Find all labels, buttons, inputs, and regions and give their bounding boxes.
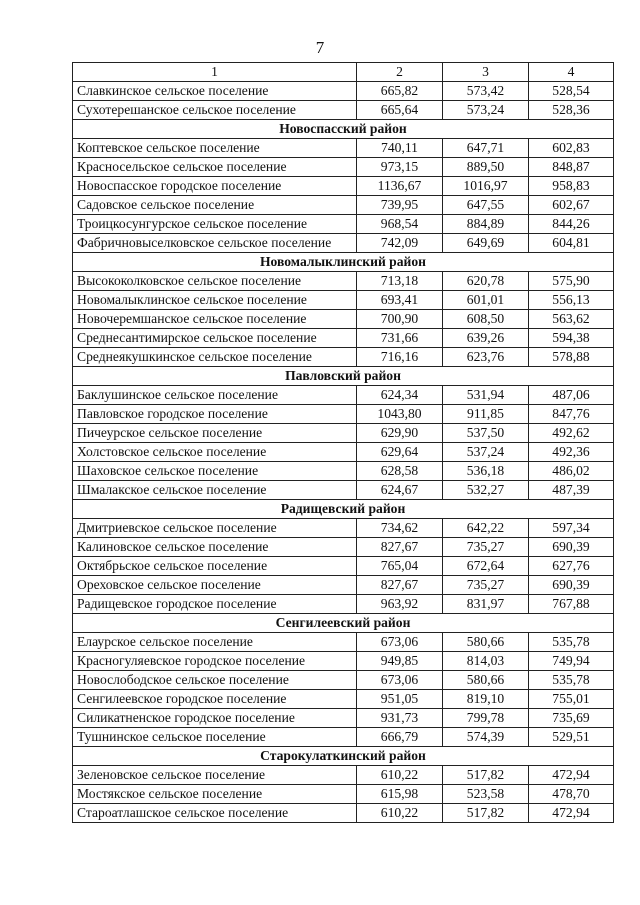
district-header-row <box>73 747 614 766</box>
value-cell: 734,62 <box>357 519 443 538</box>
value-cell: 639,26 <box>443 329 529 348</box>
table-row <box>73 101 614 120</box>
value-cell: 666,79 <box>357 728 443 747</box>
settlement-name: Ореховское сельское поселение <box>73 576 357 595</box>
value-cell: 629,90 <box>357 424 443 443</box>
value-cell: 968,54 <box>357 215 443 234</box>
value-cell: 580,66 <box>443 671 529 690</box>
settlement-name: Павловское городское поселение <box>73 405 357 424</box>
value-cell: 597,34 <box>529 519 614 538</box>
table-row <box>73 158 614 177</box>
value-cell: 492,62 <box>529 424 614 443</box>
value-cell: 610,22 <box>357 766 443 785</box>
table-row <box>73 690 614 709</box>
value-cell: 755,01 <box>529 690 614 709</box>
value-cell: 608,50 <box>443 310 529 329</box>
table-row <box>73 310 614 329</box>
settlement-name: Дмитриевское сельское поселение <box>73 519 357 538</box>
table-row <box>73 462 614 481</box>
table-header-row <box>73 63 614 82</box>
value-cell: 478,70 <box>529 785 614 804</box>
value-cell: 739,95 <box>357 196 443 215</box>
value-cell: 629,64 <box>357 443 443 462</box>
table-row <box>73 538 614 557</box>
value-cell: 767,88 <box>529 595 614 614</box>
value-cell: 578,88 <box>529 348 614 367</box>
value-cell: 848,87 <box>529 158 614 177</box>
value-cell: 604,81 <box>529 234 614 253</box>
value-cell: 665,82 <box>357 82 443 101</box>
settlement-name: Шмалакское сельское поселение <box>73 481 357 500</box>
table-row <box>73 291 614 310</box>
settlement-name: Среднесантимирское сельское поселение <box>73 329 357 348</box>
table-row <box>73 196 614 215</box>
value-cell: 847,76 <box>529 405 614 424</box>
value-cell: 742,09 <box>357 234 443 253</box>
table-row <box>73 329 614 348</box>
value-cell: 827,67 <box>357 576 443 595</box>
settlement-name: Радищевское городское поселение <box>73 595 357 614</box>
settlement-name: Староатлашское сельское поселение <box>73 804 357 823</box>
table-row <box>73 709 614 728</box>
settlement-name: Высококолковское сельское поселение <box>73 272 357 291</box>
settlement-name: Новомалыклинское сельское поселение <box>73 291 357 310</box>
settlement-name: Силикатненское городское поселение <box>73 709 357 728</box>
value-cell: 693,41 <box>357 291 443 310</box>
value-cell: 472,94 <box>529 804 614 823</box>
table-row <box>73 652 614 671</box>
value-cell: 647,71 <box>443 139 529 158</box>
settlement-name: Среднеякушкинское сельское поселение <box>73 348 357 367</box>
value-cell: 601,01 <box>443 291 529 310</box>
settlement-name: Новочеремшанское сельское поселение <box>73 310 357 329</box>
value-cell: 642,22 <box>443 519 529 538</box>
value-cell: 487,39 <box>529 481 614 500</box>
district-name: Новомалыклинский район <box>73 253 614 272</box>
district-name: Павловский район <box>73 367 614 386</box>
table-row <box>73 82 614 101</box>
settlement-name: Зеленовское сельское поселение <box>73 766 357 785</box>
value-cell: 529,51 <box>529 728 614 747</box>
value-cell: 700,90 <box>357 310 443 329</box>
value-cell: 735,27 <box>443 538 529 557</box>
value-cell: 517,82 <box>443 766 529 785</box>
district-header-row <box>73 367 614 386</box>
settlement-name: Сухотерешанское сельское поселение <box>73 101 357 120</box>
value-cell: 690,39 <box>529 576 614 595</box>
value-cell: 615,98 <box>357 785 443 804</box>
table-row <box>73 272 614 291</box>
table-row <box>73 348 614 367</box>
value-cell: 537,50 <box>443 424 529 443</box>
table-row <box>73 405 614 424</box>
district-header-row <box>73 614 614 633</box>
value-cell: 517,82 <box>443 804 529 823</box>
settlement-name: Мостякское сельское поселение <box>73 785 357 804</box>
value-cell: 602,67 <box>529 196 614 215</box>
settlement-name: Троицкосунгурское сельское поселение <box>73 215 357 234</box>
table-row <box>73 785 614 804</box>
value-cell: 535,78 <box>529 671 614 690</box>
value-cell: 573,42 <box>443 82 529 101</box>
settlement-name: Елаурское сельское поселение <box>73 633 357 652</box>
value-cell: 814,03 <box>443 652 529 671</box>
table-row <box>73 576 614 595</box>
value-cell: 749,94 <box>529 652 614 671</box>
value-cell: 556,13 <box>529 291 614 310</box>
settlement-name: Новослободское сельское поселение <box>73 671 357 690</box>
value-cell: 673,06 <box>357 671 443 690</box>
table-row <box>73 728 614 747</box>
value-cell: 610,22 <box>357 804 443 823</box>
value-cell: 951,05 <box>357 690 443 709</box>
column-header: 1 <box>73 63 357 82</box>
table-row <box>73 215 614 234</box>
settlement-name: Красносельское сельское поселение <box>73 158 357 177</box>
value-cell: 472,94 <box>529 766 614 785</box>
value-cell: 827,67 <box>357 538 443 557</box>
column-header: 3 <box>443 63 529 82</box>
value-cell: 528,36 <box>529 101 614 120</box>
settlement-name: Шаховское сельское поселение <box>73 462 357 481</box>
district-name: Радищевский район <box>73 500 614 519</box>
table-row <box>73 424 614 443</box>
table-row <box>73 519 614 538</box>
value-cell: 735,27 <box>443 576 529 595</box>
table-row <box>73 557 614 576</box>
district-header-row <box>73 120 614 139</box>
value-cell: 575,90 <box>529 272 614 291</box>
value-cell: 690,39 <box>529 538 614 557</box>
table-row <box>73 633 614 652</box>
table-row <box>73 177 614 196</box>
settlement-name: Холстовское сельское поселение <box>73 443 357 462</box>
value-cell: 624,67 <box>357 481 443 500</box>
settlement-name: Славкинское сельское поселение <box>73 82 357 101</box>
value-cell: 563,62 <box>529 310 614 329</box>
value-cell: 580,66 <box>443 633 529 652</box>
table-row <box>73 595 614 614</box>
district-name: Сенгилеевский район <box>73 614 614 633</box>
settlement-name: Октябрьское сельское поселение <box>73 557 357 576</box>
value-cell: 819,10 <box>443 690 529 709</box>
table-row <box>73 234 614 253</box>
value-cell: 889,50 <box>443 158 529 177</box>
value-cell: 536,18 <box>443 462 529 481</box>
value-cell: 831,97 <box>443 595 529 614</box>
value-cell: 672,64 <box>443 557 529 576</box>
value-cell: 602,83 <box>529 139 614 158</box>
value-cell: 531,94 <box>443 386 529 405</box>
value-cell: 528,54 <box>529 82 614 101</box>
table-row <box>73 766 614 785</box>
district-header-row <box>73 500 614 519</box>
value-cell: 716,16 <box>357 348 443 367</box>
value-cell: 765,04 <box>357 557 443 576</box>
value-cell: 628,58 <box>357 462 443 481</box>
settlement-name: Коптевское сельское поселение <box>73 139 357 158</box>
value-cell: 1136,67 <box>357 177 443 196</box>
value-cell: 963,92 <box>357 595 443 614</box>
value-cell: 949,85 <box>357 652 443 671</box>
table-row <box>73 443 614 462</box>
value-cell: 623,76 <box>443 348 529 367</box>
settlement-name: Красногуляевское городское поселение <box>73 652 357 671</box>
value-cell: 523,58 <box>443 785 529 804</box>
table-row <box>73 386 614 405</box>
value-cell: 535,78 <box>529 633 614 652</box>
table-row <box>73 804 614 823</box>
value-cell: 673,06 <box>357 633 443 652</box>
value-cell: 931,73 <box>357 709 443 728</box>
settlement-name: Новоспасское городское поселение <box>73 177 357 196</box>
value-cell: 573,24 <box>443 101 529 120</box>
value-cell: 884,89 <box>443 215 529 234</box>
settlement-name: Сенгилеевское городское поселение <box>73 690 357 709</box>
column-header: 4 <box>529 63 614 82</box>
value-cell: 537,24 <box>443 443 529 462</box>
value-cell: 911,85 <box>443 405 529 424</box>
district-header-row <box>73 253 614 272</box>
settlement-name: Пичеурское сельское поселение <box>73 424 357 443</box>
value-cell: 624,34 <box>357 386 443 405</box>
value-cell: 486,02 <box>529 462 614 481</box>
district-name: Старокулаткинский район <box>73 747 614 766</box>
value-cell: 973,15 <box>357 158 443 177</box>
value-cell: 665,64 <box>357 101 443 120</box>
settlement-name: Фабричновыселковское сельское поселение <box>73 234 357 253</box>
value-cell: 532,27 <box>443 481 529 500</box>
column-header: 2 <box>357 63 443 82</box>
value-cell: 492,36 <box>529 443 614 462</box>
settlement-name: Баклушинское сельское поселение <box>73 386 357 405</box>
value-cell: 740,11 <box>357 139 443 158</box>
settlement-name: Тушнинское сельское поселение <box>73 728 357 747</box>
value-cell: 958,83 <box>529 177 614 196</box>
table-row <box>73 671 614 690</box>
value-cell: 1043,80 <box>357 405 443 424</box>
settlement-name: Калиновское сельское поселение <box>73 538 357 557</box>
table-row <box>73 481 614 500</box>
value-cell: 620,78 <box>443 272 529 291</box>
settlement-name: Садовское сельское поселение <box>73 196 357 215</box>
value-cell: 574,39 <box>443 728 529 747</box>
value-cell: 1016,97 <box>443 177 529 196</box>
value-cell: 649,69 <box>443 234 529 253</box>
district-name: Новоспасский район <box>73 120 614 139</box>
value-cell: 487,06 <box>529 386 614 405</box>
page-number: 7 <box>315 38 325 57</box>
value-cell: 735,69 <box>529 709 614 728</box>
value-cell: 731,66 <box>357 329 443 348</box>
tariff-table <box>72 62 614 823</box>
value-cell: 627,76 <box>529 557 614 576</box>
value-cell: 594,38 <box>529 329 614 348</box>
value-cell: 713,18 <box>357 272 443 291</box>
value-cell: 844,26 <box>529 215 614 234</box>
value-cell: 799,78 <box>443 709 529 728</box>
value-cell: 647,55 <box>443 196 529 215</box>
table-row <box>73 139 614 158</box>
